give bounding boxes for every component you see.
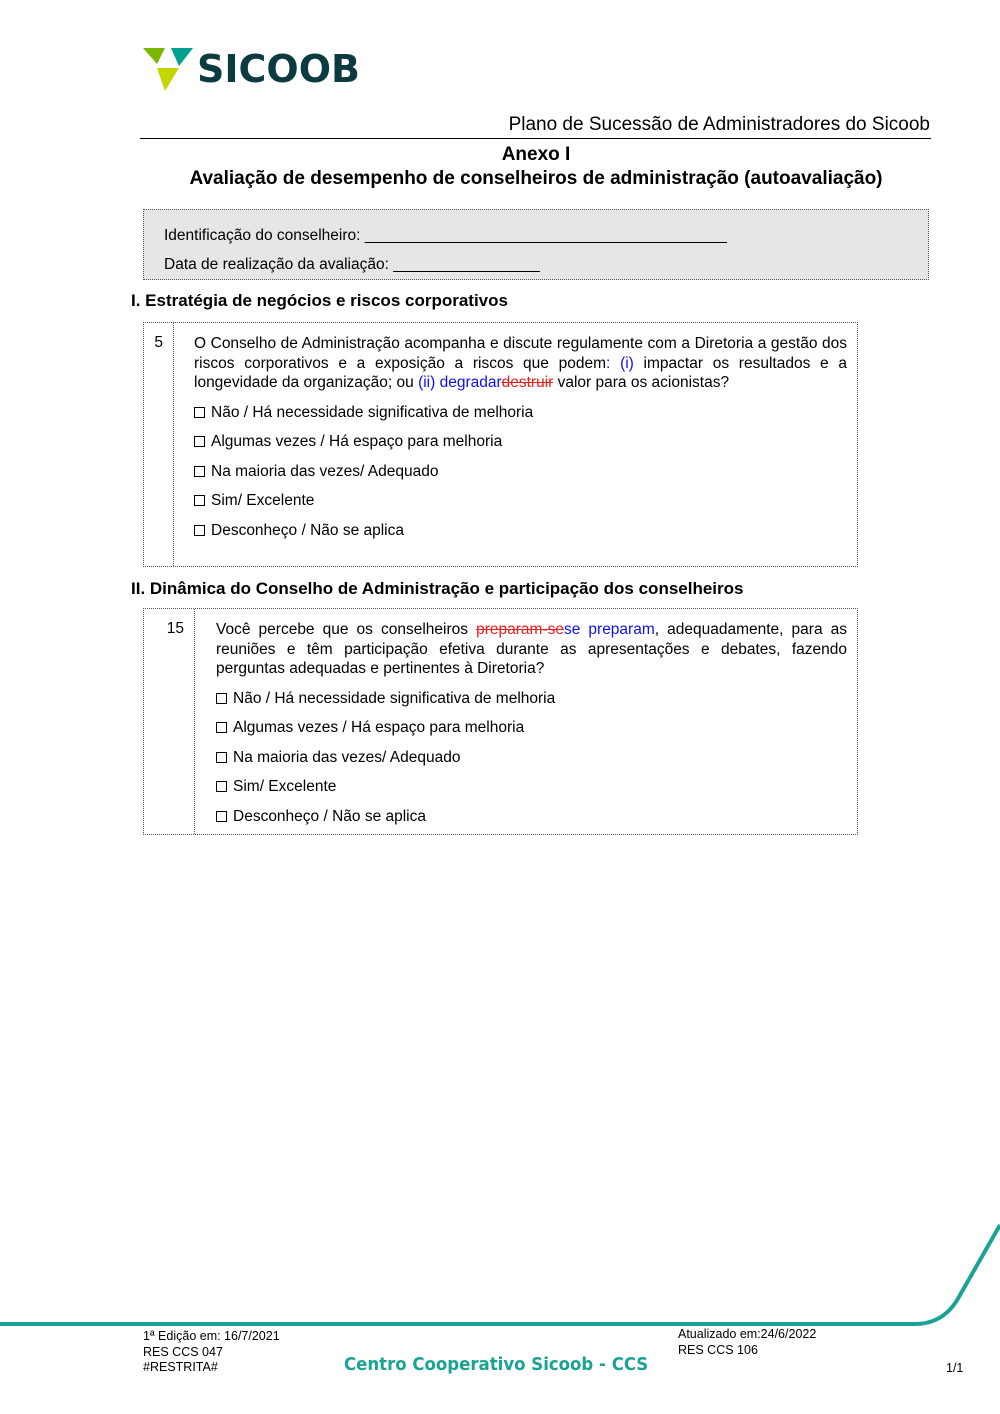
date-field[interactable]: _________________	[393, 256, 540, 273]
answer-option[interactable]	[194, 462, 847, 482]
checkbox[interactable]	[194, 436, 205, 447]
option-label: Sim/ Excelente	[233, 778, 337, 795]
question-5-table	[143, 322, 858, 567]
header-divider	[140, 138, 931, 139]
checkbox[interactable]	[194, 466, 205, 477]
checkbox[interactable]	[216, 722, 227, 733]
edition-date: 1ª Edição em: 16/7/2021	[143, 1329, 280, 1343]
question-15-table	[143, 608, 858, 835]
options-q5	[194, 403, 847, 541]
answer-option[interactable]	[216, 777, 847, 797]
advisor-label: Identificação do conselheiro:	[164, 227, 365, 244]
answer-option[interactable]	[194, 521, 847, 541]
option-label: Não / Há necessidade significativa de melhoria	[233, 689, 556, 707]
answer-option[interactable]	[194, 432, 847, 452]
checkbox[interactable]	[194, 495, 205, 506]
answer-option[interactable]	[216, 718, 847, 738]
answer-option[interactable]	[216, 689, 847, 709]
advisor-field[interactable]: __________________________________________	[364, 227, 727, 244]
answer-option[interactable]	[216, 807, 847, 827]
res-106: RES CCS 106	[678, 1342, 758, 1357]
identification-box	[143, 209, 929, 280]
section-1-title: I. Estratégia de negócios e riscos corporativos	[131, 291, 508, 310]
option-label: Desconheço / Não se aplica	[211, 521, 405, 539]
question-text: Você percebe que os conselheiros preparam-sese preparam, adequadamente, para as reuniões e têm participação efetiva durante as apresentações e debates, fazendo perguntas adequadas e pertinentes à Diretoria?	[216, 621, 848, 677]
option-label: Desconheço / Não se aplica	[233, 807, 427, 825]
answer-option[interactable]	[216, 748, 847, 768]
sicoob-logo-icon	[143, 46, 193, 92]
annex-title: Anexo I	[501, 144, 571, 165]
date-label: Data de realização da avaliação:	[164, 256, 394, 273]
page-number: 1/1	[946, 1361, 964, 1375]
document-title: Plano de Sucessão de Administradores do Sicoob	[508, 114, 930, 135]
footer-curve	[0, 1220, 1000, 1330]
option-label: Na maioria das vezes/ Adequado	[211, 462, 439, 480]
option-label: Sim/ Excelente	[211, 492, 315, 509]
checkbox[interactable]	[194, 407, 205, 418]
option-label: Algumas vezes / Há espaço para melhoria	[211, 433, 503, 450]
sicoob-logo	[143, 46, 360, 92]
res-047: RES CCS 047	[143, 1344, 223, 1359]
checkbox[interactable]	[216, 752, 227, 763]
logo-text: SICOOB	[197, 47, 360, 91]
option-label: Na maioria das vezes/ Adequado	[233, 748, 461, 766]
checkbox[interactable]	[194, 525, 205, 536]
question-text: O Conselho de Administração acompanha e discute regulamente com a Diretoria a gestão dos riscos corporativos e a exposição a riscos que podem: (i) impactar os resultados e a longevidade da organização; ou (ii) degradardestruir valor para os acionistas?	[194, 335, 847, 391]
option-label: Não / Há necessidade significativa de melhoria	[211, 403, 534, 421]
checkbox[interactable]	[216, 781, 227, 792]
question-number: 5	[144, 323, 174, 566]
checkbox[interactable]	[216, 811, 227, 822]
checkbox[interactable]	[216, 693, 227, 704]
option-label: Algumas vezes / Há espaço para melhoria	[233, 719, 525, 736]
organization-name: Centro Cooperativo Sicoob - CCS	[344, 1354, 649, 1375]
restricted-label: #RESTRITA#	[143, 1360, 218, 1374]
options-q15	[216, 689, 847, 827]
updated-date: Atualizado em:24/6/2022	[678, 1327, 817, 1341]
answer-option[interactable]	[194, 403, 847, 423]
answer-option[interactable]	[194, 491, 847, 511]
evaluation-title: Avaliação de desempenho de conselheiros de administração (autoavaliação)	[189, 168, 883, 189]
section-2-title: II. Dinâmica do Conselho de Administração e participação dos conselheiros	[131, 579, 744, 598]
question-number: 15	[144, 609, 195, 834]
